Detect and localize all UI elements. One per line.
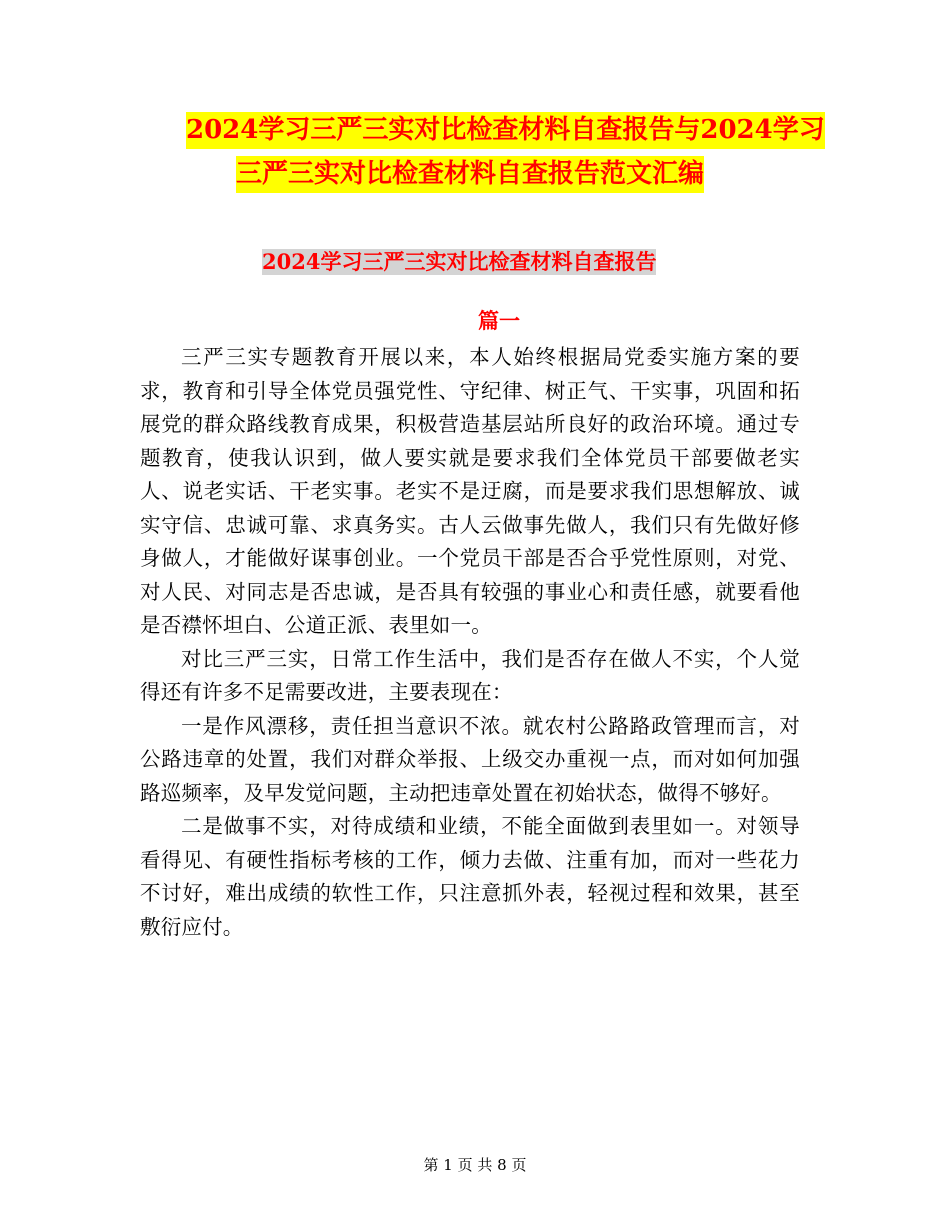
paragraph-3: 一是作风漂移，责任担当意识不浓。就农村公路路政管理而言，对公路违章的处置，我们对群众举报、上级交办重视一点，而对如何加强路巡频率，及早发觉问题，主动把违章处置在初始状态，做得不够好。 [140, 713, 800, 805]
body-text [140, 341, 800, 944]
report-subtitle: 2024学习三严三实对比检查材料自查报告 [262, 249, 657, 274]
paragraph-2: 对比三严三实，日常工作生活中，我们是否存在做人不实，个人觉得还有许多不足需要改进，主要表现在： [140, 646, 800, 704]
page-footer: 第 1 页 共 8 页 [423, 1156, 527, 1174]
paragraph-4: 二是做事不实，对待成绩和业绩，不能全面做到表里如一。对领导看得见、有硬性指标考核的工作，倾力去做、注重有加，而对一些花力不讨好，难出成绩的软性工作，只注意抓外表，轻视过程和效果，甚至敷衍应付。 [140, 814, 800, 939]
paragraph-1: 三严三实专题教育开展以来，本人始终根据局党委实施方案的要求，教育和引导全体党员强党性、守纪律、树正气、干实事，巩固和拓展党的群众路线教育成果，积极营造基层站所良好的政治环境。通过专题教育，使我认识到，做人要实就是要求我们全体党员干部要做老实人、说老实话、干老实事。老实不是迂腐，而是要求我们思想解放、诚实守信、忠诚可靠、求真务实。古人云做事先做人，我们只有先做好修身做人，才能做好谋事创业。一个党员干部是否合乎党性原则，对党、对人民、对同志是否忠诚，是否具有较强的事业心和责任感，就要看他是否襟怀坦白、公道正派、表里如一。 [140, 345, 800, 637]
title-line-2: 三严三实对比检查材料自查报告范文汇编 [236, 156, 704, 193]
title-line-1: 2024学习三严三实对比检查材料自查报告与2024学习 [186, 112, 825, 149]
section-heading: 篇一 [478, 308, 520, 333]
